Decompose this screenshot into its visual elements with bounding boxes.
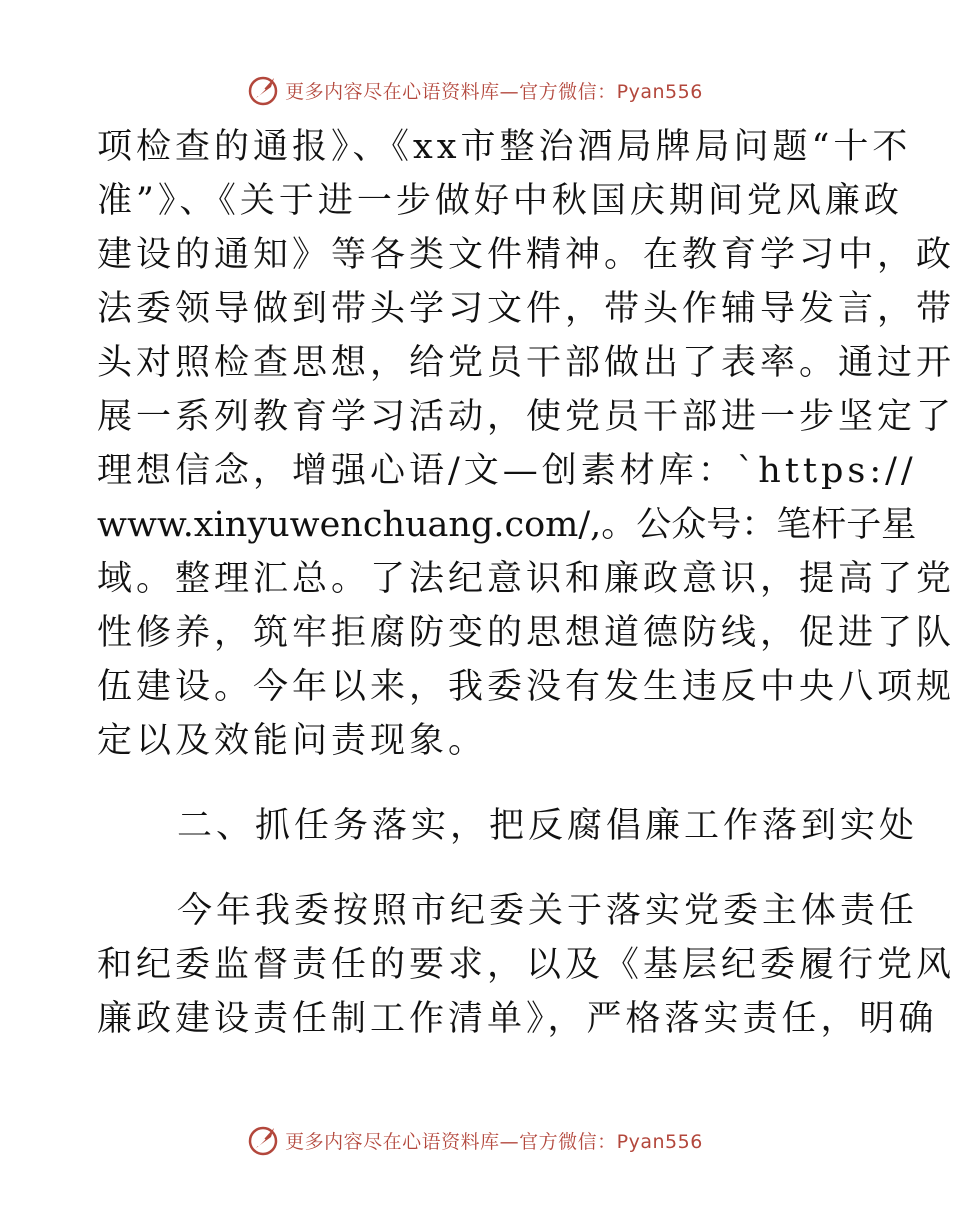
- text-line: 展一系列教育学习活动，使党员干部进一步坚定了: [97, 397, 955, 437]
- text-line: 法委领导做到带头学习文件，带头作辅导发言，带: [97, 289, 955, 329]
- quill-logo-icon: [247, 1123, 281, 1157]
- text-line: 理想信念，增强心语/文—创素材库：`https://: [97, 451, 917, 491]
- watermark-text: 更多内容尽在心语资料库—官方微信：Pyan556: [285, 1130, 703, 1153]
- document-body: [97, 120, 955, 1046]
- section-heading: 二、抓任务落实，把反腐倡廉工作落到实处: [177, 806, 919, 846]
- header-watermark: [0, 72, 950, 108]
- footer-watermark: [0, 1122, 950, 1158]
- quill-logo-icon: [247, 73, 281, 107]
- text-line: 定以及效能问责现象。: [97, 721, 488, 761]
- text-line: 项检查的通报》、《xx市整治酒局牌局问题“十不: [97, 127, 912, 167]
- text-line: www.xinyuwenchuang.com/,。公众号：笔杆子星: [97, 505, 917, 545]
- text-line: 和纪委监督责任的要求，以及《基层纪委履行党风: [97, 945, 955, 985]
- text-line: 性修养，筑牢拒腐防变的思想道德防线，促进了队: [97, 613, 955, 653]
- text-line: 建设的通知》等各类文件精神。在教育学习中，政: [97, 235, 955, 275]
- text-line: 伍建设。今年以来，我委没有发生违反中央八项规: [97, 667, 955, 707]
- text-line: 廉政建设责任制工作清单》，严格落实责任，明确: [97, 999, 938, 1039]
- text-line: 准”》、《关于进一步做好中秋国庆期间党风廉政: [97, 181, 903, 221]
- text-line: 头对照检查思想，给党员干部做出了表率。通过开: [97, 343, 955, 383]
- text-line: 今年我委按照市纪委关于落实党委主体责任: [177, 891, 919, 931]
- text-line: 域。整理汇总。了法纪意识和廉政意识，提高了党: [97, 559, 955, 599]
- watermark-text: 更多内容尽在心语资料库—官方微信：Pyan556: [285, 80, 703, 103]
